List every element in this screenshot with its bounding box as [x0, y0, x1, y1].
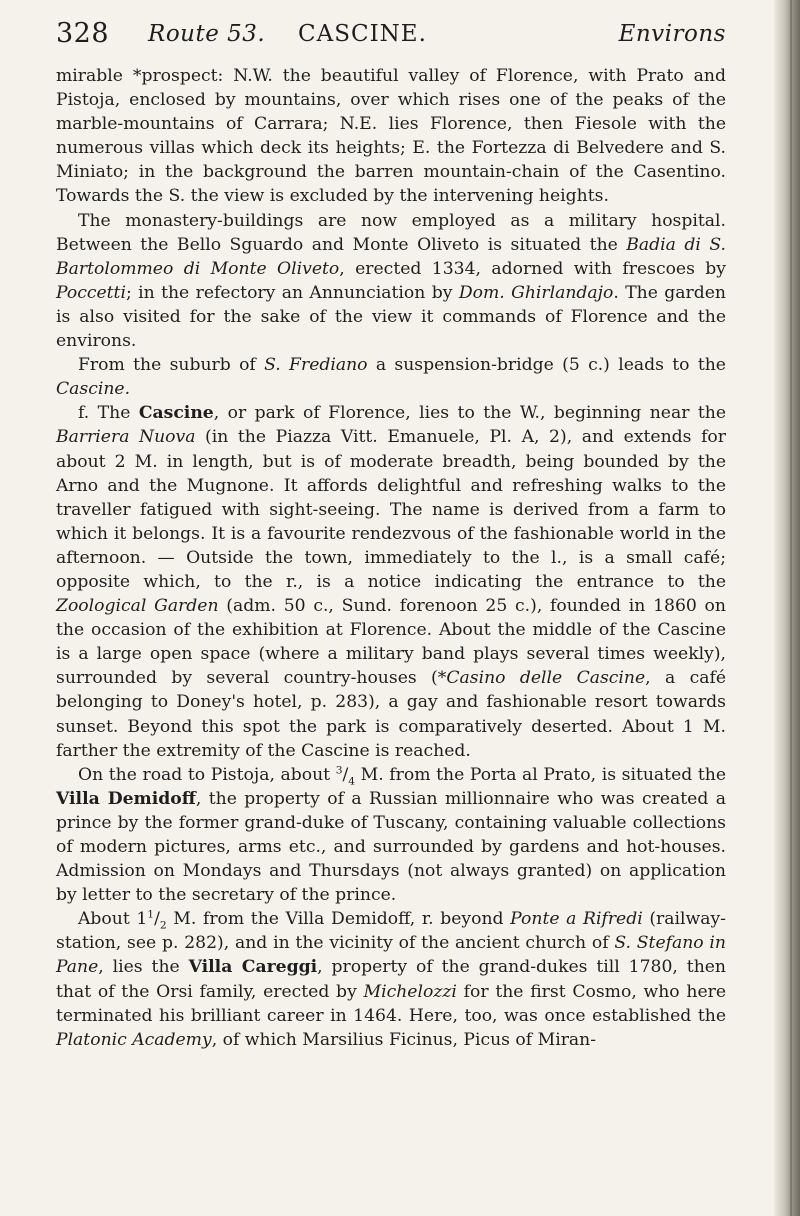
page-number: 328 — [56, 18, 110, 49]
paragraph-2: The monastery-buildings are now employed as a military hospital. Between the Bello Sguardo and Monte Oliveto is situated the Badia di S. Bartolommeo di Monte Oliveto, erected 1334, adorned with frescoes by Poccetti; in the refectory an Annunciation by Dom. Ghirlandajo. The garden is also visited for the sake of the view it commands of Florence and the environs. — [56, 210, 727, 352]
paragraph-6: About $1^1/_2$ M. from the Villa Demidoff, r. beyond Ponte a Rifredi (railway-station, see p. 282), and in the vicinity of the ancient church of S. Stefano in Pane, lies the Villa Careggi, property of the grand-dukes till 1780, then that of the Orsi family, erected by Michelozzi for the first Cosmo, who here terminated his brilliant career in 1464. Here, too, was once established the Platonic Academy, of which Marsilius Ficinus, Picus of Miran- — [56, 907, 727, 1050]
paragraph-1: mirable *prospect: N.W. the beautiful valley of Florence, with Prato and Pistoja, enclosed by mountains, over which rises one of the peaks of the marble-mountains of Carrara; N.E. lies Florence, then Fiesole with the numerous villas which deck its heights; E. the Fortezza di Belvedere and S. Miniato; in the background the barren mountain-chain of the Casentino. Towards the S. the view is excluded by the intervening heights. — [56, 66, 726, 207]
body-text — [56, 64, 726, 1052]
route-heading: Route 53. — [148, 21, 266, 47]
book-page — [56, 18, 726, 1052]
section-heading: Environs — [618, 21, 726, 47]
page-edge-line — [790, 0, 792, 1216]
running-head — [56, 18, 726, 58]
chapter-title: CASCINE. — [298, 21, 427, 47]
paragraph-3: From the suburb of S. Frediano a suspension-bridge (5 c.) leads to the Cascine. — [56, 355, 726, 400]
paragraph-5: On the road to Pistoja, about $^3/_4$ M. from the Porta al Prato, is situated the Villa Demidoff, the property of a Russian millionnaire who was created a prince by the former grand-duke of Tuscany, containing valuable collections of modern pictures, arms etc., and surrounded by gardens and hot-houses. Admission on Mondays and Thursdays (not always granted) on application by letter to the secretary of the prince. — [56, 762, 727, 906]
paragraph-4: f. The Cascine, or park of Florence, lies to the W., beginning near the Barriera Nuova (in the Piazza Vitt. Emanuele, Pl. A, 2), and extends for about 2 M. in length, but is of moderate breadth, being bounded by the Arno and the Mugnone. It affords delightful and refreshing walks to the traveller fatigued with sight-seeing. The name is derived from a farm to which it belongs. It is a favourite rendezvous of the fashionable world in the afternoon. — Outside the town, immediately to the l., is a small café; opposite which, to the r., is a notice indicating the entrance to the Zoological Garden (adm. 50 c., Sund. forenoon 25 c.), founded in 1860 on the occasion of the exhibition at Florence. About the middle of the Cascine is a large open space (where a military band plays several times weekly), surrounded by several country-houses (*Casino delle Cascine, a café belonging to Doney's hotel, p. 283), a gay and fashionable resort towards sunset. Beyond this spot the park is comparatively deserted. About 1 M. farther the extremity of the Cascine is reached. — [56, 403, 727, 761]
book-spine-shadow — [774, 0, 800, 1216]
